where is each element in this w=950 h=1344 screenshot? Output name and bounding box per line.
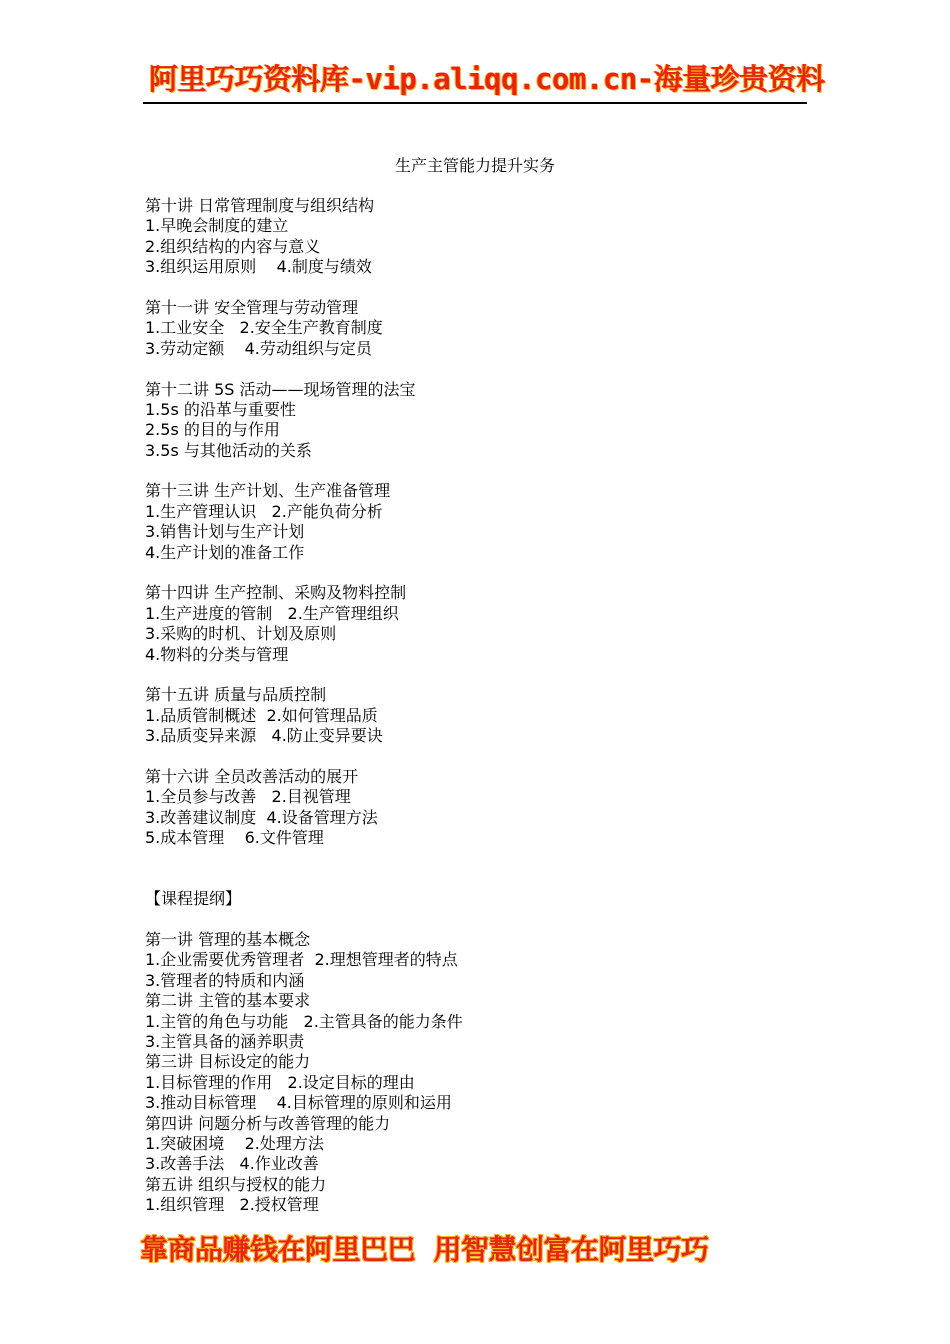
outline-item: 1.目标管理的作用 2.设定目标的理由 (145, 1072, 415, 1092)
outline-item: 1.主管的角色与功能 2.主管具备的能力条件 (145, 1011, 463, 1031)
section-item: 3.劳动定额 4.劳动组织与定员 (145, 338, 372, 358)
blank-line (145, 563, 845, 583)
section-heading: 第十一讲 安全管理与劳动管理 (145, 297, 359, 317)
section-item: 1.全员参与改善 2.目视管理 (145, 787, 351, 807)
section-heading: 第十四讲 生产控制、采购及物料控制 (145, 583, 407, 603)
section-item: 2.5s 的目的与作用 (145, 420, 280, 440)
blank-line (145, 849, 845, 869)
outline-label: 【课程提纲】 (145, 889, 242, 909)
section-item: 3.采购的时机、计划及原则 (145, 624, 337, 644)
outline-item: 1.企业需要优秀管理者 2.理想管理者的特点 (145, 950, 458, 970)
section-heading: 第十三讲 生产计划、生产准备管理 (145, 481, 391, 501)
section-item: 3.组织运用原则 4.制度与绩效 (145, 257, 372, 277)
outline-heading: 第一讲 管理的基本概念 (145, 930, 311, 950)
outline-heading: 第二讲 主管的基本要求 (145, 991, 311, 1011)
blank-line (145, 747, 845, 767)
outline-heading: 第三讲 目标设定的能力 (145, 1052, 311, 1072)
section-item: 1.生产管理认识 2.产能负荷分析 (145, 501, 383, 521)
section-item: 1.早晚会制度的建立 (145, 216, 289, 236)
outline-item: 1.突破困境 2.处理方法 (145, 1133, 324, 1153)
section-item: 3.5s 与其他活动的关系 (145, 440, 312, 460)
header-banner (143, 58, 825, 104)
section-item: 4.生产计划的准备工作 (145, 542, 305, 562)
blank-line (145, 869, 845, 889)
section-item: 1.生产进度的管制 2.生产管理组织 (145, 603, 399, 623)
blank-line (145, 359, 845, 379)
section-item: 4.物料的分类与管理 (145, 644, 289, 664)
section-heading: 第十五讲 质量与品质控制 (145, 685, 327, 705)
footer-banner-text: 靠商品赚钱在阿里巴巴 用智慧创富在阿里巧巧 (140, 1233, 709, 1266)
blank-line (145, 461, 845, 481)
section-item: 1.工业安全 2.安全生产教育制度 (145, 318, 383, 338)
document-title: 生产主管能力提升实务 (394, 156, 555, 175)
blank-line (145, 910, 845, 930)
header-banner-text: 阿里巧巧资料库-vip.aliqq.com.cn-海量珍贵资料 (149, 62, 825, 96)
section-item: 5.成本管理 6.文件管理 (145, 828, 324, 848)
section-item: 3.改善建议制度 4.设备管理方法 (145, 807, 378, 827)
section-heading: 第十六讲 全员改善活动的展开 (145, 766, 359, 786)
outline-item: 1.组织管理 2.授权管理 (145, 1195, 319, 1215)
section-heading: 第十二讲 5S 活动——现场管理的法宝 (145, 379, 416, 399)
section-item: 2.组织结构的内容与意义 (145, 236, 321, 256)
section-heading: 第十讲 日常管理制度与组织结构 (145, 196, 375, 215)
outline-heading: 第四讲 问题分析与改善管理的能力 (145, 1113, 391, 1133)
outline-heading: 第五讲 组织与授权的能力 (145, 1174, 327, 1194)
outline-item: 3.推动目标管理 4.目标管理的原则和运用 (145, 1093, 452, 1113)
outline-item: 3.改善手法 4.作业改善 (145, 1154, 319, 1174)
section-item: 3.销售计划与生产计划 (145, 522, 305, 542)
footer-banner (140, 1230, 820, 1270)
outline-item: 3.主管具备的涵养职责 (145, 1032, 305, 1052)
blank-line (145, 278, 845, 298)
outline-item: 3.管理者的特质和内涵 (145, 970, 305, 990)
section-item: 1.5s 的沿革与重要性 (145, 399, 296, 419)
section-item: 1.品质管制概述 2.如何管理品质 (145, 705, 378, 725)
document-body (145, 196, 845, 1216)
blank-line (145, 665, 845, 685)
section-item: 3.品质变异来源 4.防止变异要诀 (145, 726, 383, 746)
